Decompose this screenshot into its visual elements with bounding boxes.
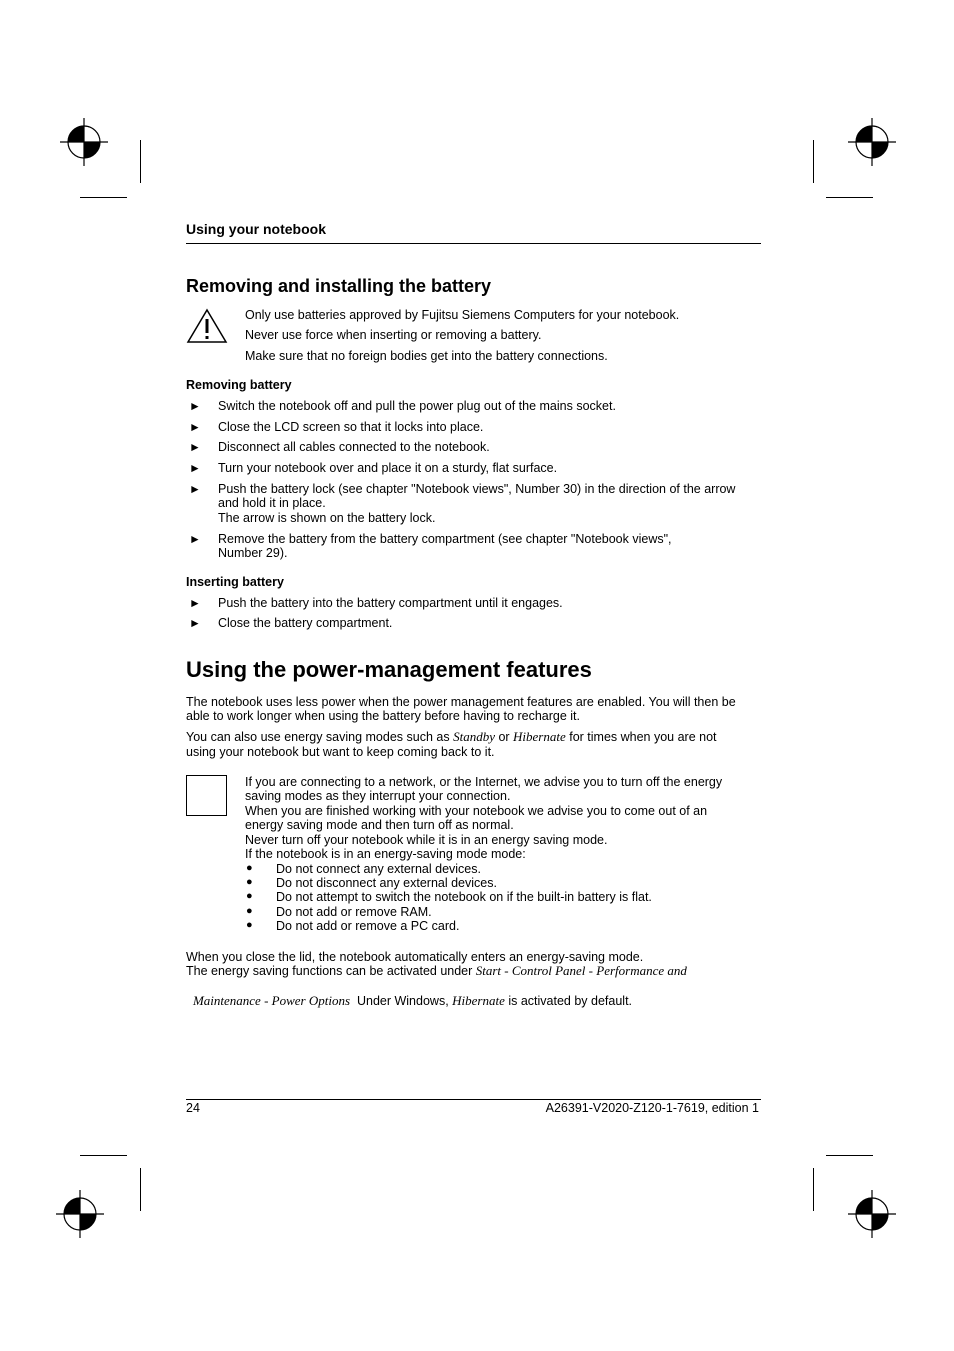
step-text: Push the battery into the battery compartment until it engages. bbox=[218, 596, 563, 610]
bullet-arrow-icon: ► bbox=[189, 596, 201, 610]
page-number: 24 bbox=[186, 1101, 200, 1115]
text-run: Under Windows, bbox=[350, 993, 453, 1008]
bullet-arrow-icon: ► bbox=[189, 616, 201, 630]
menu-path: Start - Control Panel - Performance and bbox=[475, 963, 687, 978]
note-box-icon bbox=[186, 775, 227, 816]
step-text: Push the battery lock (see chapter "Notebook views", Number 30) in the direction of the arrow bbox=[218, 482, 736, 496]
crop-mark bbox=[140, 140, 141, 183]
step-text: Number 29). bbox=[218, 546, 288, 560]
term-hibernate: Hibernate bbox=[452, 992, 505, 1008]
paragraph-line: able to work longer when using the battery before having to recharge it. bbox=[186, 709, 580, 723]
text-run: for times when you are not bbox=[565, 730, 717, 744]
crop-mark bbox=[140, 1168, 141, 1211]
section-heading-battery: Removing and installing the battery bbox=[186, 276, 492, 296]
note-line: saving modes as they interrupt your connection. bbox=[245, 789, 511, 803]
step-text: The arrow is shown on the battery lock. bbox=[218, 511, 436, 525]
text-run: is activated by default. bbox=[504, 993, 633, 1008]
note-line: energy saving mode and then turn off as normal. bbox=[245, 818, 514, 832]
warning-triangle-icon bbox=[186, 308, 228, 344]
paragraph-line bbox=[186, 979, 632, 1008]
bullet-dot-icon: ● bbox=[246, 876, 253, 888]
crop-mark bbox=[813, 1168, 814, 1211]
paragraph-line: When you close the lid, the notebook automatically enters an energy-saving mode. bbox=[186, 950, 644, 964]
bullet-dot-icon: ● bbox=[246, 919, 253, 931]
running-header: Using your notebook bbox=[186, 221, 326, 237]
step-text: Close the battery compartment. bbox=[218, 616, 393, 630]
paragraph-line: The notebook uses less power when the power management features are enabled. You will then be bbox=[186, 695, 736, 709]
text-run: You can also use energy saving modes such as bbox=[186, 730, 454, 744]
bullet-dot-icon: ● bbox=[246, 905, 253, 917]
note-line: When you are finished working with your notebook we advise you to come out of an bbox=[245, 804, 708, 818]
bullet-arrow-icon: ► bbox=[189, 440, 201, 454]
crop-mark bbox=[80, 197, 127, 198]
header-rule bbox=[186, 243, 761, 244]
text-run: or bbox=[494, 730, 514, 744]
term-hibernate: Hibernate bbox=[513, 729, 566, 744]
paragraph-energy-modes bbox=[186, 730, 717, 745]
subheading-inserting-battery: Inserting battery bbox=[186, 575, 284, 589]
paragraph-line: using your notebook but want to keep coming back to it. bbox=[186, 745, 495, 759]
registration-mark-top-right bbox=[848, 118, 896, 166]
crop-mark bbox=[826, 1155, 873, 1156]
step-text: Turn your notebook over and place it on a sturdy, flat surface. bbox=[218, 461, 558, 475]
text-run: The energy saving functions can be activated under bbox=[186, 964, 476, 978]
bullet-arrow-icon: ► bbox=[189, 461, 201, 475]
step-text: Remove the battery from the battery compartment (see chapter "Notebook views", bbox=[218, 532, 672, 546]
term-standby: Standby bbox=[453, 729, 495, 744]
note-line: If the notebook is in an energy-saving mode mode: bbox=[245, 847, 526, 861]
note-bullet: Do not add or remove a PC card. bbox=[276, 919, 460, 933]
bullet-arrow-icon: ► bbox=[189, 532, 201, 546]
bullet-dot-icon: ● bbox=[246, 890, 253, 902]
bullet-dot-icon: ● bbox=[246, 862, 253, 874]
bullet-arrow-icon: ► bbox=[189, 399, 201, 413]
note-line: If you are connecting to a network, or the Internet, we advise you to turn off the energy bbox=[245, 775, 723, 789]
registration-mark-top-left bbox=[60, 118, 108, 166]
step-text: Switch the notebook off and pull the power plug out of the mains socket. bbox=[218, 399, 616, 413]
registration-mark-bottom-right bbox=[848, 1190, 896, 1238]
step-text: Close the LCD screen so that it locks into place. bbox=[218, 420, 484, 434]
step-text: Disconnect all cables connected to the notebook. bbox=[218, 440, 490, 454]
step-text: and hold it in place. bbox=[218, 496, 326, 510]
bullet-arrow-icon: ► bbox=[189, 420, 201, 434]
warning-line: Only use batteries approved by Fujitsu Siemens Computers for your notebook. bbox=[245, 308, 680, 322]
note-bullet: Do not connect any external devices. bbox=[276, 862, 481, 876]
footer-rule bbox=[186, 1099, 761, 1100]
document-id: A26391-V2020-Z120-1-7619, edition 1 bbox=[545, 1101, 759, 1115]
note-line: Never turn off your notebook while it is in an energy saving mode. bbox=[245, 833, 608, 847]
crop-mark bbox=[813, 140, 814, 183]
warning-line: Make sure that no foreign bodies get into the battery connections. bbox=[245, 349, 608, 363]
bullet-arrow-icon: ► bbox=[189, 482, 201, 496]
note-bullet: Do not add or remove RAM. bbox=[276, 905, 432, 919]
section-heading-power-management: Using the power-management features bbox=[186, 657, 592, 682]
menu-path: Maintenance - Power Options bbox=[192, 992, 351, 1008]
warning-line: Never use force when inserting or removing a battery. bbox=[245, 328, 542, 342]
note-bullet: Do not attempt to switch the notebook on if the built-in battery is flat. bbox=[276, 890, 652, 904]
crop-mark bbox=[80, 1155, 127, 1156]
crop-mark bbox=[826, 197, 873, 198]
subheading-removing-battery: Removing battery bbox=[186, 378, 292, 392]
note-bullet: Do not disconnect any external devices. bbox=[276, 876, 497, 890]
paragraph-line bbox=[186, 964, 687, 979]
registration-mark-bottom-left bbox=[56, 1190, 104, 1238]
